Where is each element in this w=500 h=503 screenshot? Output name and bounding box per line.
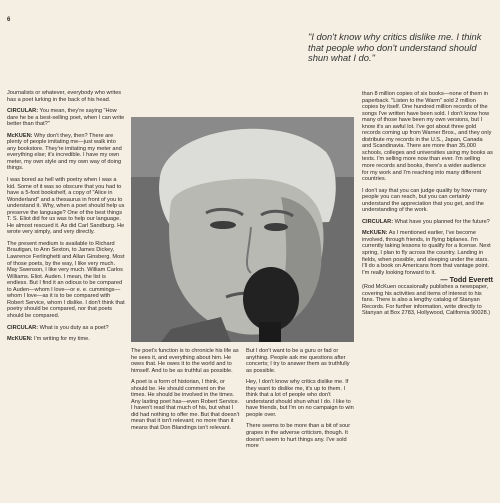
paragraph: CIRCULAR: You mean, they're saying "How dare he be a best-selling poet, when I can write better than that?" <box>7 108 125 128</box>
paragraph: But I don't want to be a guru or fad or anything. People ask me questions after concerts; I try to answer them as truthfully as possible. <box>246 348 350 374</box>
paragraph: than 8 million copies of six books—none of them in paperback. "Listen to the Warm" sold 2 million copies by itself. One hundred million records of the songs I've written have been sold. I don't know how many of those have been my own versions, but I know it's an awful lot. I've got about three gold records coming up from Warner Bros., and they only distribute my records in the U.S., Japan, Canada and Scandinavia. There are more than 35,000 schools, colleges and universities using my books as texts. I'm selling more now than ever. I'm selling more records and books, there's a wider audience for my work and I'm reaching into many different countries. <box>362 91 493 183</box>
paragraph: There seems to be more than a bit of sour grapes in the adverse criticism, though. It doesn't seem to hurt things any. I've sold more <box>246 423 351 450</box>
paragraph: McKUEN: I'm writing for my time. <box>7 336 90 343</box>
portrait-photo <box>131 117 354 342</box>
paragraph: Hey, I don't know why critics dislike me. If they want to dislike me, it's up to them. I think that a lot of people who don't understand should shun what I do. I like to have friends, but I'm on no campaign to win people over. <box>246 379 354 418</box>
paragraph: A poet is a form of historian, I think, or should be. He should comment on the times. He should be involved in the times. Any lasting poet has—even Robert Service. I haven't read that much of his, but what I did had nothing to offer me. But that doesn't mean that it isn't relevant; no more than it means that Don Blandings isn't relevant. <box>131 379 240 432</box>
article-column-1 <box>7 90 125 343</box>
paragraph: CIRCULAR: What have you planned for the future? <box>362 218 490 225</box>
paragraph: I don't say that you can judge quality by how many people you can reach, but you can certainly understand the appreciation that you get, and the understanding of the work. <box>362 187 487 214</box>
paragraph: The present medium is available to Richard Brautigan, to Ann Sexton, to James Dickey, Lawrence Ferlinghetti and Allan Ginsberg. Most of those poets, by the way, I like very much. May Swenson, I like very much. William Carlos Williams. Eliot. Auden. I mean, the list is endless. But I find it an odious to be compared to Auden—whom I love—or e. e. cummings—whom I love—as it is to be compared with Robert Service, whom I dislike. I don't think that poetry should be compared, nor that poets should be compared. <box>7 240 125 319</box>
paragraph: Journalists or whatever, everybody who writes has a poet lurking in the back of his head. <box>7 90 122 103</box>
article-column-3 <box>246 348 356 450</box>
paragraph: I was bored as hell with poetry when I was a kid. Some of it was so obscure that you had to have a 5-foot bookshelf, a copy of "Alice in Wonderland" and a thesaurus in front of you to understand it. Why, when a poet should help us preserve the language? One of the best things T. S. Eliot did for us was to help our language. He almost rescued it. As did Carl Sandburg. He wrote very simply, and very directly. <box>7 177 125 236</box>
paragraph: McKUEN: Why don't they, then? There are plenty of people imitating me—just walk into any bookstore. They're imitating my meter and everything else; it's incredible. I have my own meter, my own style and my own way of doing things. <box>7 132 122 172</box>
article-column-4 <box>362 91 493 317</box>
footnote: (Rod McKuen occasionally publishes a newspaper, covering his activities and items of interest to his fans. There is also a lengthy catalog of Stanyan Records. For further information, write directly to Stanyan at Box 2783, Hollywood, California 90028.) <box>362 284 491 317</box>
author-byline: — Todd Everett <box>440 275 493 285</box>
page-number: 6 <box>7 17 11 23</box>
paragraph: McKUEN: As I mentioned earlier, I've become involved, through friends, in flying biplanes. I'm currently taking lessons to qualify for a license. Next spring, I plan to fly across the country. Landing in fields, when possible, and sleeping under the stars. I'll do a book on Americans from that vantage point. I'm really looking forward to it. <box>362 230 491 276</box>
paragraph: CIRCULAR: What is you duty as a poet? <box>7 324 109 331</box>
pull-quote: "I don't know why critics dislike me. I think that people who don't understand should shun what I do." <box>308 31 482 64</box>
paragraph: The poet's function is to chronicle his life as he sees it, and everything about him. He owes that. He owes it to the world and to himself. And to be as truthful as possible. <box>131 348 239 374</box>
portrait-photo-image <box>131 117 354 342</box>
article-column-2 <box>131 348 241 432</box>
